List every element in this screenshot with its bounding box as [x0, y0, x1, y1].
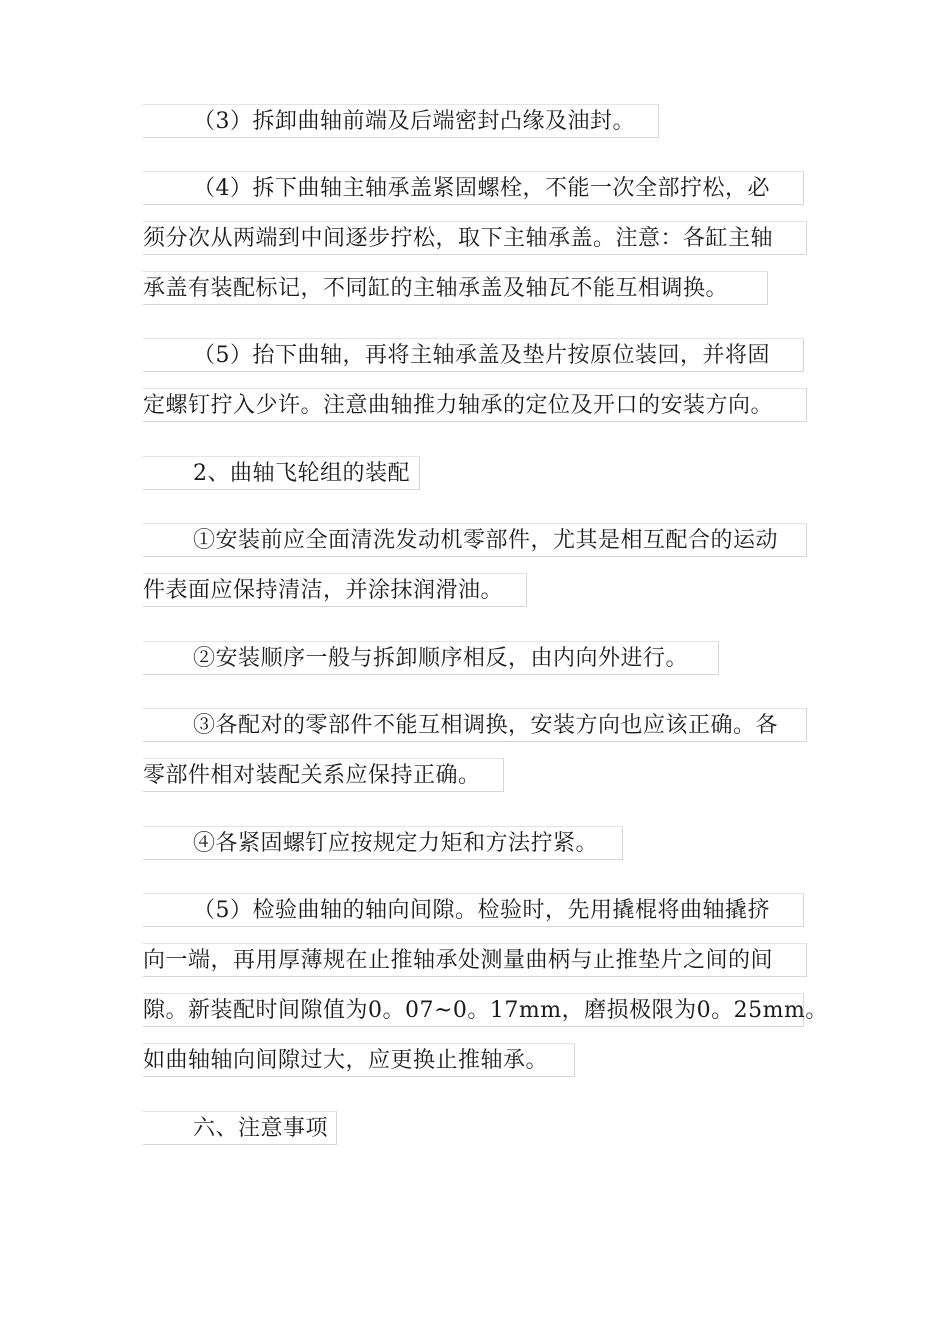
paragraph-line: 须分次从两端到中间逐步拧松，取下主轴承盖。注意：各缸主轴	[143, 221, 807, 255]
paragraph-line: ④各紧固螺钉应按规定力矩和方法拧紧。	[143, 826, 623, 860]
paragraph-line: 件表面应保持清洁，并涂抹润滑油。	[143, 573, 527, 607]
paragraph-line: 定螺钉拧入少许。注意曲轴推力轴承的定位及开口的安装方向。	[143, 388, 807, 422]
paragraph-line: （5）抬下曲轴，再将主轴承盖及垫片按原位装回，并将固	[143, 338, 804, 372]
paragraph-line: 零部件相对装配关系应保持正确。	[143, 758, 504, 792]
paragraph-line: 向一端，再用厚薄规在止推轴承处测量曲柄与止推垫片之间的间	[143, 943, 807, 977]
paragraph-line: 如曲轴轴向间隙过大，应更换止推轴承。	[143, 1043, 575, 1077]
paragraph-line: （3）拆卸曲轴前端及后端密封凸缘及油封。	[143, 104, 659, 138]
paragraph-line: ②安装顺序一般与拆卸顺序相反，由内向外进行。	[143, 641, 719, 675]
paragraph-line: ①安装前应全面清洗发动机零部件，尤其是相互配合的运动	[143, 523, 807, 557]
paragraph-line: 承盖有装配标记，不同缸的主轴承盖及轴瓦不能互相调换。	[143, 271, 768, 305]
paragraph-line: 隙。新装配时间隙值为0。07~0。17mm，磨损极限为0。25mm。	[143, 993, 804, 1027]
section-heading: 2、曲轴飞轮组的装配	[143, 456, 420, 490]
paragraph-line: （5）检验曲轴的轴向间隙。检验时，先用撬棍将曲轴撬挤	[143, 893, 804, 927]
section-heading: 六、注意事项	[143, 1111, 337, 1145]
paragraph-line: ③各配对的零部件不能互相调换，安装方向也应该正确。各	[143, 708, 807, 742]
paragraph-line: （4）拆下曲轴主轴承盖紧固螺栓，不能一次全部拧松，必	[143, 171, 804, 205]
